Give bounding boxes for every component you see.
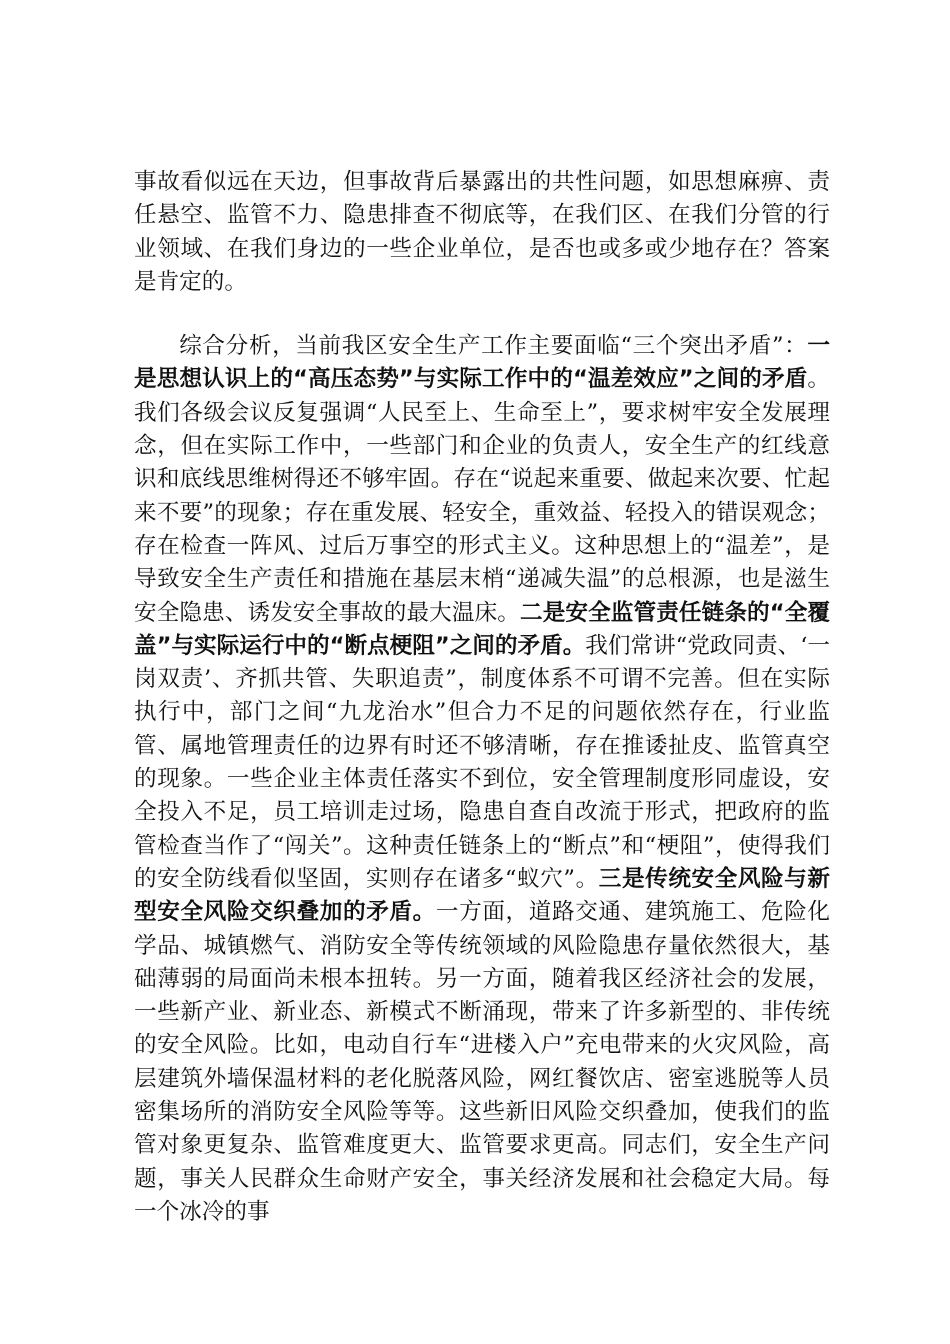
point1-heading: 一是思想认识上的“高压态势”与实际工作中的“温差效应”之间的矛盾 [134,333,830,393]
paragraph-accident-issues: 事故看似远在天边，但事故背后暴露出的共性问题，如思想麻痹、责任悬空、监管不力、隐患排查不彻底等，在我们区、在我们分管的行业领域、在我们身边的一些企业单位，是否也或多或少地存在？答案是肯定的。 [134,169,830,295]
point1-body: 。我们各级会议反复强调“人民至上、生命至上”，要求树牢安全发展理念，但在实际工作中，一些部门和企业的负责人，安全生产的红线意识和底线思维树得还不够牢固。存在“说起来重要、做起来次要、忙起来不要”的现象；存在重发展、轻安全，重效益、轻投入的错误观念；存在检查一阵风、过后万事空的形式主义。这种思想上的“温差”，是导致安全生产责任和措施在基层末梢“递减失温”的总根源，也是滋生安全隐患、诱发安全事故的最大温床。 [134,366,830,626]
point2-heading: 二是安全监管责任链条的“全覆盖”与实际运行中的“断点梗阻”之间的矛盾。 [134,599,830,659]
point3-heading: 三是传统安全风险与新型安全风险交织叠加的矛盾。 [134,865,831,926]
point3-body: 一方面，道路交通、建筑施工、危险化学品、城镇燃气、消防安全等传统领域的风险隐患存量依然很大，基础薄弱的局面尚未根本扭转。另一方面，随着我区经济社会的发展，一些新产业、新业态、新模式不断涌现，带来了许多新型的、非传统的安全风险。比如，电动自行车“进楼入户”充电带来的火灾风险，高层建筑外墙保温材料的老化脱落风险，网红餐饮店、密室逃脱等人员密集场所的消防安全风险等等。这些新旧风险交织叠加，使我们的监管对象更复杂、监管难度更大、监管要求更高。同志们，安全生产问题，事关人民群众生命财产安全，事关经济发展和社会稳定大局。每一个冰冷的事 [134,899,831,1225]
document-page [134,166,830,1229]
point2-body: 我们常讲“党政同责、‘一岗双责’、齐抓共管、失职追责”，制度体系不可谓不完善。但在实际执行中，部门之间“九龙治水”但合力不足的问题依然存在，行业监管、属地管理责任的边界有时还不够清晰，存在推诿扯皮、监管真空的现象。一些企业主体责任落实不到位，安全管理制度形同虚设，安全投入不足，员工培训走过场，隐患自查自改流于形式，把政府的监管检查当作了“闯关”。这种责任链条上的“断点”和“梗阻”，使得我们的安全防线看似坚固，实则存在诸多“蚁穴”。 [134,632,830,892]
paragraph-three-contradictions [134,330,830,1229]
intro-text: 综合分析，当前我区安全生产工作主要面临“三个突出矛盾”： [179,333,808,360]
paragraph-gap [134,299,830,330]
